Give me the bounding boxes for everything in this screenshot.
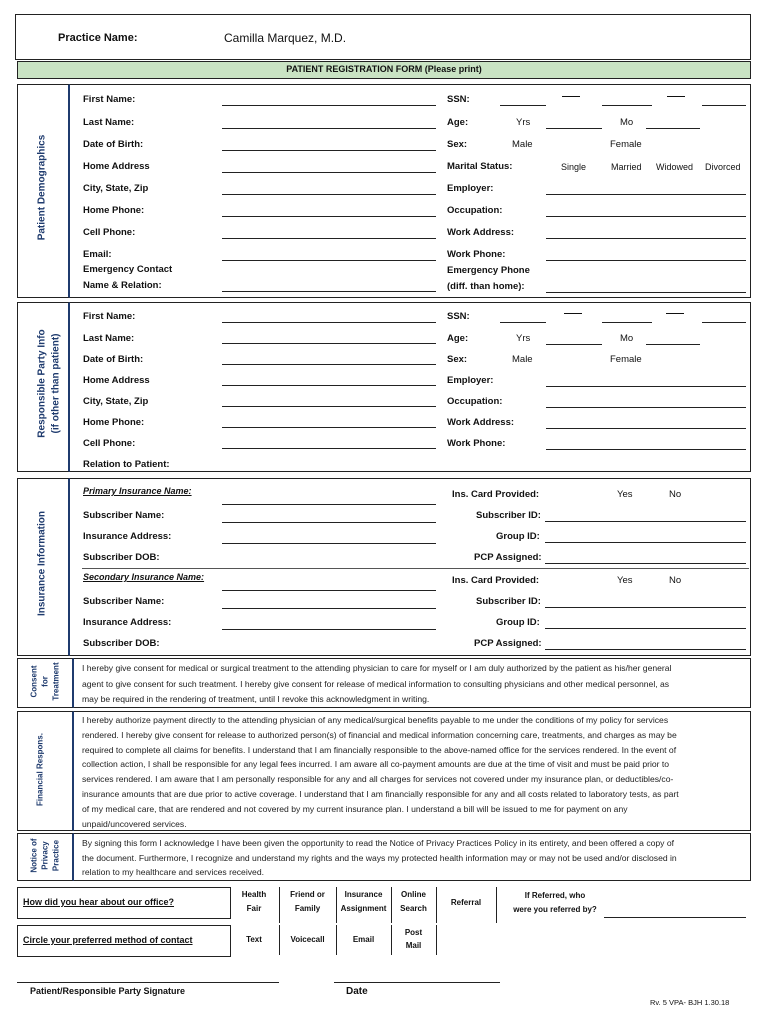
- patient-right-label: Occupation:: [447, 205, 503, 216]
- patient-field-label: City, State, Zip: [83, 183, 149, 194]
- form-title: PATIENT REGISTRATION FORM (Please print): [286, 64, 482, 74]
- responsible-right-label: SSN:: [447, 311, 470, 322]
- ssn-part-2[interactable]: [602, 322, 652, 323]
- responsible-right-line[interactable]: [546, 449, 746, 450]
- responsible-input-line[interactable]: [222, 448, 436, 449]
- responsible-input-line[interactable]: [222, 343, 436, 344]
- ssn-dash: [666, 313, 684, 314]
- heard-option-line2[interactable]: Assignment: [340, 904, 387, 913]
- responsible-right-label: Work Phone:: [447, 438, 506, 449]
- patient-right-label: SSN:: [447, 94, 470, 105]
- patient-demographics-label: Patient Demographics: [36, 134, 48, 241]
- option-divider: [436, 925, 437, 955]
- age-yrs-line[interactable]: [546, 128, 602, 129]
- responsible-input-line[interactable]: [222, 427, 436, 428]
- pcp-line[interactable]: [545, 563, 746, 564]
- responsible-field-label: City, State, Zip: [83, 396, 149, 407]
- privacy-text-line: relation to my healthcare and services received.: [82, 867, 264, 878]
- patient-input-line[interactable]: [222, 105, 436, 106]
- patient-field-label: Last Name:: [83, 117, 135, 128]
- responsible-field-label: First Name:: [83, 311, 136, 322]
- patient-right-label: Employer:: [447, 183, 494, 194]
- pcp-line[interactable]: [545, 649, 746, 650]
- insurance-heading: Secondary Insurance Name:: [83, 572, 205, 582]
- patient-input-line[interactable]: [222, 172, 436, 173]
- financial-label: Financial Respons.: [35, 733, 45, 806]
- financial-text-line: collection action, I shall be responsible for any legal fees incurred. I am aware all co-payment amounts are due at the time of visit and must be paid prior to: [82, 759, 670, 770]
- financial-text-line: I hereby authorize payment directly to the attending physician of any medical/surgical benefits payable to me under the conditions of my policy for services: [82, 715, 669, 725]
- sex-male-option[interactable]: Male: [512, 354, 533, 365]
- patient-field-label: First Name:: [83, 94, 136, 105]
- heard-option-line2[interactable]: Family: [294, 904, 321, 913]
- patient-right-label: Marital Status:: [447, 161, 513, 172]
- insurance-address-label: Insurance Address:: [83, 531, 172, 542]
- patient-field-label: Cell Phone:: [83, 227, 136, 238]
- ssn-dash: [667, 96, 685, 97]
- ssn-part-2[interactable]: [602, 105, 652, 106]
- age-mo-line[interactable]: [646, 128, 700, 129]
- pcp-label: PCP Assigned:: [474, 552, 542, 563]
- referred-question-1: If Referred, who: [524, 891, 586, 900]
- insurance-address-label: Insurance Address:: [83, 617, 172, 628]
- card-yes-option[interactable]: Yes: [617, 489, 633, 500]
- age-yrs-label: Yrs: [516, 333, 531, 344]
- age-mo-line[interactable]: [646, 344, 700, 345]
- age-yrs-line[interactable]: [546, 344, 602, 345]
- referred-by-line[interactable]: [604, 917, 746, 918]
- ssn-part-3[interactable]: [702, 105, 746, 106]
- consent-label-1: Consent: [29, 665, 39, 698]
- responsible-right-line[interactable]: [546, 428, 746, 429]
- subscriber-dob-label: Subscriber DOB:: [83, 638, 160, 649]
- patient-right-label: Emergency Phone: [447, 265, 530, 276]
- card-no-option[interactable]: No: [669, 575, 682, 586]
- insurance-name-line[interactable]: [222, 504, 436, 505]
- age-mo-label: Mo: [620, 333, 634, 344]
- patient-input-line[interactable]: [222, 216, 436, 217]
- patient-right-label: (diff. than home):: [447, 281, 525, 292]
- insurance-name-line[interactable]: [222, 590, 436, 591]
- contact-option-line1[interactable]: Post: [404, 928, 423, 937]
- date-line[interactable]: [334, 982, 500, 983]
- responsible-right-line[interactable]: [546, 386, 746, 387]
- contact-option[interactable]: Voicecall: [290, 935, 325, 944]
- patient-input-line[interactable]: [222, 194, 436, 195]
- responsible-party-sublabel: (if other than patient): [50, 333, 62, 434]
- heard-option-line1[interactable]: Health: [241, 890, 267, 899]
- financial-text-line: rendered. I hereby give consent for release to authorized person(s) of financial and medical information concerning care, treatments, and charges as may be: [82, 729, 677, 740]
- patient-field-label: Email:: [83, 249, 112, 260]
- responsible-input-line[interactable]: [222, 364, 436, 365]
- practice-name-value: Camilla Marquez, M.D.: [224, 31, 347, 45]
- patient-emergency-line[interactable]: [222, 291, 436, 292]
- patient-input-line[interactable]: [222, 150, 436, 151]
- responsible-input-line[interactable]: [222, 322, 436, 323]
- age-mo-label: Mo: [620, 117, 634, 128]
- card-yes-option[interactable]: Yes: [617, 575, 633, 586]
- patient-field-label: Date of Birth:: [83, 139, 144, 150]
- card-provided-label: Ins. Card Provided:: [452, 489, 540, 500]
- patient-right-label: Work Phone:: [447, 249, 506, 260]
- privacy-text-line: the document. Furthermore, I recognize and understand my rights and the ways my protected health information may or may not be used and/or disclosed in: [82, 852, 677, 863]
- subscriber-name-label: Subscriber Name:: [83, 596, 165, 607]
- contact-option-line2[interactable]: Mail: [405, 941, 422, 950]
- privacy-label-2: Privacy: [40, 841, 50, 870]
- responsible-right-label: Employer:: [447, 375, 494, 386]
- patient-input-line[interactable]: [222, 128, 436, 129]
- patient-field-label: Home Phone:: [83, 205, 145, 216]
- insurance-heading: Primary Insurance Name:: [83, 486, 192, 496]
- referred-question-2: were you referred by?: [513, 905, 597, 914]
- patient-field-label: Name & Relation:: [83, 280, 162, 291]
- responsible-field-label: Relation to Patient:: [83, 459, 170, 470]
- patient-right-line[interactable]: [546, 216, 746, 217]
- subscriber-name-label: Subscriber Name:: [83, 510, 165, 521]
- consent-text-line: may be required in the rendering of treatment, until I revoke this acknowledgment in writing.: [82, 694, 430, 704]
- sex-male-option[interactable]: Male: [512, 139, 533, 150]
- subscriber-name-line[interactable]: [222, 608, 436, 609]
- group-id-label: Group ID:: [496, 531, 540, 542]
- heard-option-line2[interactable]: Fair: [246, 904, 262, 913]
- financial-text-line: unpaid/uncovered services.: [82, 818, 187, 829]
- responsible-field-label: Last Name:: [83, 333, 135, 344]
- financial-text-line: insurance amounts that are due prior to active coverage. I understand that I am financially responsible for any and all costs related to laboratory tests, as part: [82, 789, 679, 799]
- responsible-field-label: Home Address: [83, 375, 150, 386]
- consent-label-3: Treatment: [51, 662, 61, 701]
- patient-right-label: Sex:: [447, 139, 468, 150]
- marital-option[interactable]: Single: [561, 162, 587, 172]
- responsible-right-label: Occupation:: [447, 396, 503, 407]
- signature-line[interactable]: [17, 982, 279, 983]
- card-provided-label: Ins. Card Provided:: [452, 575, 540, 586]
- privacy-text-line: By signing this form I acknowledge I have been given the opportunity to read the Notice of Privacy Practices Policy in its entirety, and been offered a copy of: [82, 838, 675, 848]
- insurance-label: Insurance Information: [36, 511, 48, 617]
- patient-right-line[interactable]: [546, 238, 746, 239]
- responsible-field-label: Cell Phone:: [83, 438, 136, 449]
- heard-option-line1[interactable]: Insurance: [344, 890, 383, 899]
- responsible-input-line[interactable]: [222, 385, 436, 386]
- patient-right-line[interactable]: [546, 194, 746, 195]
- financial-text-line: of my medical care, that are rendered and not covered by my current insurance plan. I understand a bill will be issued to me for payment on any: [82, 803, 628, 814]
- patient-input-line[interactable]: [222, 238, 436, 239]
- option-divider: [496, 887, 497, 923]
- patient-field-label: Home Address: [83, 161, 150, 172]
- financial-text-line: services rendered. I am aware that I am personally responsible for any and all charges for services not covered under my insurance plan, or deductibles/co-: [82, 774, 674, 785]
- age-yrs-label: Yrs: [516, 117, 531, 128]
- heard-option-line1[interactable]: Online: [401, 890, 426, 899]
- responsible-field-label: Date of Birth:: [83, 354, 144, 365]
- signature-label: Patient/Responsible Party Signature: [30, 986, 186, 996]
- financial-sidebar: [17, 711, 74, 831]
- subscriber-id-line[interactable]: [545, 607, 746, 608]
- insurance-divider: [82, 568, 749, 569]
- responsible-right-label: Sex:: [447, 354, 468, 365]
- responsible-party-label: Responsible Party Info: [36, 329, 48, 438]
- contact-method-question: Circle your preferred method of contact: [23, 935, 193, 945]
- practice-name-label: Practice Name:: [58, 32, 138, 44]
- responsible-right-line[interactable]: [546, 407, 746, 408]
- responsible-field-label: Home Phone:: [83, 417, 145, 428]
- group-id-line[interactable]: [545, 628, 746, 629]
- responsible-input-line[interactable]: [222, 406, 436, 407]
- financial-text-line: required to complete all claims for benefits. I understand that I am financially responsible to the above-named office for the services rendered. In the event of: [82, 744, 677, 755]
- privacy-label-3: Practice: [51, 839, 61, 872]
- subscriber-id-line[interactable]: [545, 521, 746, 522]
- subscriber-id-label: Subscriber ID:: [476, 510, 541, 521]
- patient-input-line[interactable]: [222, 260, 436, 261]
- subscriber-dob-label: Subscriber DOB:: [83, 552, 160, 563]
- patient-right-label: Work Address:: [447, 227, 515, 238]
- responsible-right-label: Age:: [447, 333, 469, 344]
- insurance-address-line[interactable]: [222, 543, 436, 544]
- heard-option-line1[interactable]: Friend or: [290, 890, 325, 899]
- marital-option[interactable]: Divorced: [705, 162, 741, 172]
- how-heard-question: How did you hear about our office?: [23, 897, 175, 907]
- ssn-dash: [562, 96, 580, 97]
- subscriber-id-label: Subscriber ID:: [476, 596, 541, 607]
- date-label: Date: [346, 986, 368, 997]
- marital-option[interactable]: Married: [611, 162, 642, 172]
- ssn-part-1[interactable]: [500, 105, 546, 106]
- pcp-label: PCP Assigned:: [474, 638, 542, 649]
- patient-right-line[interactable]: [546, 292, 746, 293]
- group-id-line[interactable]: [545, 542, 746, 543]
- ssn-dash: [564, 313, 582, 314]
- contact-option[interactable]: Email: [352, 935, 375, 944]
- patient-field-label: Emergency Contact: [83, 264, 173, 275]
- ssn-part-1[interactable]: [500, 322, 546, 323]
- patient-right-line[interactable]: [546, 260, 746, 261]
- heard-option[interactable]: Referral: [450, 898, 482, 907]
- responsible-right-label: Work Address:: [447, 417, 515, 428]
- revision-label: Rv. 5 VPA- BJH 1.30.18: [650, 998, 730, 1007]
- sex-female-option[interactable]: Female: [610, 139, 642, 150]
- ssn-part-3[interactable]: [702, 322, 746, 323]
- contact-option[interactable]: Text: [246, 935, 262, 944]
- heard-option-line2[interactable]: Search: [400, 904, 427, 913]
- insurance-address-line[interactable]: [222, 629, 436, 630]
- privacy-label-1: Notice of: [29, 838, 39, 873]
- group-id-label: Group ID:: [496, 617, 540, 628]
- sex-female-option[interactable]: Female: [610, 354, 642, 365]
- marital-option[interactable]: Widowed: [656, 162, 694, 172]
- patient-right-label: Age:: [447, 117, 469, 128]
- consent-text-line: agent to give consent for such treatment. I hereby give consent for release of medical information to consulting physicians and other medical personnel, as: [82, 678, 670, 689]
- consent-text-line: I hereby give consent for medical or surgical treatment to the attending physician to care for myself or I am duly authorized by the patient as his/her general: [82, 663, 672, 673]
- consent-label-2: for: [40, 676, 50, 687]
- card-no-option[interactable]: No: [669, 489, 682, 500]
- subscriber-name-line[interactable]: [222, 522, 436, 523]
